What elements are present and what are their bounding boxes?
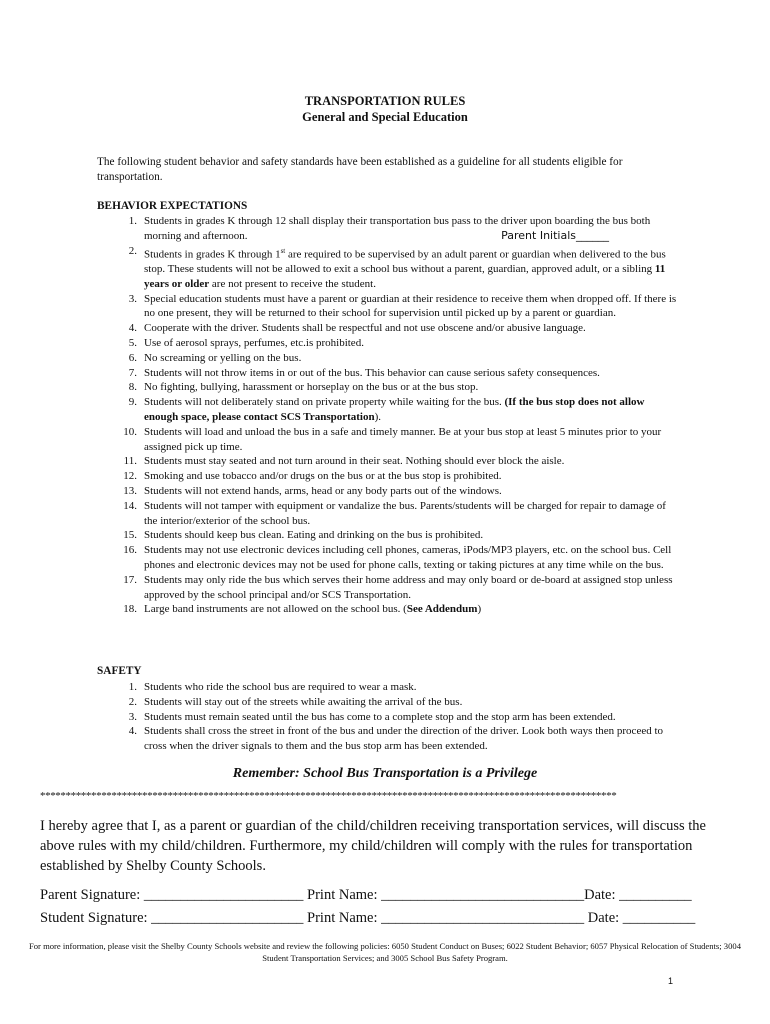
parent-signature-line[interactable]: Parent Signature: ______________________ Print Name: ____________________________Date: __________ [40, 887, 692, 903]
list-item: 3. Special education students must have a parent or guardian at their residence to receive them when dropped off. If there is no one present, they will be returned to their school for supervision until picked up by a parent or guardian. [128, 292, 677, 320]
safety-heading: SAFETY [97, 665, 142, 677]
behavior-list [97, 214, 677, 617]
parent-initials-field[interactable]: Parent Initials______ [501, 229, 609, 242]
list-item: 4. Students shall cross the street in front of the bus and under the direction of the driver. Look both ways then proceed to cross when the driver signals to them and the bus stop arm has been extended. [128, 725, 664, 753]
list-item: 1. Students in grades K through 12 shall display their transportation bus pass to the driver upon boarding the bus both morning and afternoon. Parent Initials______ [128, 215, 651, 242]
list-item: 6. No screaming or yelling on the bus. [128, 351, 302, 364]
safety-list [97, 680, 677, 754]
list-item: 2. Students will stay out of the streets while awaiting the arrival of the bus. [128, 695, 463, 708]
list-item: 17. Students may only ride the bus which serves their home address and may only board or de-board at assigned stop unless approved by the school principal and/or SCS Transportation. [123, 573, 673, 601]
page-title: TRANSPORTATION RULES [304, 94, 466, 108]
student-signature-line[interactable]: Student Signature: _____________________ Print Name: ____________________________ Date: __________ [40, 910, 696, 926]
list-item: 10. Students will load and unload the bus in a safe and timely manner. Be at your bus stop at least 5 minutes prior to your assigned pick up time. [123, 425, 662, 453]
list-item: 1. Students who ride the school bus are required to wear a mask. [128, 681, 417, 693]
list-item: 14. Students will not tamper with equipment or vandalize the bus. Parents/students will be charged for repair to damage of the interior/exterior of the school bus. [123, 499, 666, 527]
list-item: 8. No fighting, bullying, harassment or horseplay on the bus or at the bus stop. [128, 381, 479, 394]
intro-paragraph: The following student behavior and safety standards have been established as a guideline for all students eligible for transportation. [97, 156, 623, 183]
star-divider: ***************************************************************************************************************** [40, 790, 617, 802]
list-item: 2. Students in grades K through 1st are required to be supervised by an adult parent or guardian when delivered to the bus stop. These students will not be allowed to exit a school bus without a parent, guardian, approved adult, or a sibling 11 years or older are not present to receive the student. [128, 244, 666, 290]
page-number: 1 [668, 976, 674, 986]
list-item: 11. Students must stay seated and not turn around in their seat. Nothing should ever block the aisle. [123, 455, 565, 468]
list-item: 3. Students must remain seated until the bus has come to a complete stop and the stop arm has been extended. [128, 710, 616, 723]
list-item: 7. Students will not throw items in or out of the bus. This behavior can cause serious safety consequences. [128, 366, 600, 379]
list-item: 5. Use of aerosol sprays, perfumes, etc.is prohibited. [128, 337, 364, 350]
list-item: 12. Smoking and use tobacco and/or drugs on the bus or at the bus stop is prohibited. [123, 470, 502, 483]
list-item: 18. Large band instruments are not allowed on the school bus. (See Addendum) [123, 603, 482, 616]
behavior-heading: BEHAVIOR EXPECTATIONS [97, 200, 248, 212]
list-item: 9. Students will not deliberately stand on private property while waiting for the bus. (If the bus stop does not allow enough space, please contact SCS Transportation). [128, 396, 645, 424]
remember-slogan: Remember: School Bus Transportation is a Privilege [232, 766, 538, 781]
footer-note: For more information, please visit the Shelby County Schools website and review the following policies: 6050 Student Conduct on Buses; 6022 Student Behavior; 6057 Physical Relocation of Students; 3004 Student Transportation Services; and 3005 School Bus Safety Program. [28, 941, 741, 963]
list-item: 4. Cooperate with the driver. Students shall be respectful and not use obscene and/or abusive language. [128, 322, 586, 335]
list-item: 16. Students may not use electronic devices including cell phones, cameras, iPods/MP3 players, etc. on the school bus. Cell phones and electronic devices may not be used for phone calls, texting or taking pictures at any time while on the bus. [123, 544, 672, 571]
page-subtitle: General and Special Education [302, 110, 468, 124]
list-item: 15. Students should keep bus clean. Eating and drinking on the bus is prohibited. [123, 529, 484, 542]
agreement-paragraph: I hereby agree that I, as a parent or guardian of the child/children receiving transportation services, will discuss the above rules with my child/children. Furthermore, my child/children will comply with the rules for transportation established by Shelby County Schools. [40, 818, 706, 874]
list-item: 13. Students will not extend hands, arms, head or any body parts out of the windows. [123, 485, 502, 497]
